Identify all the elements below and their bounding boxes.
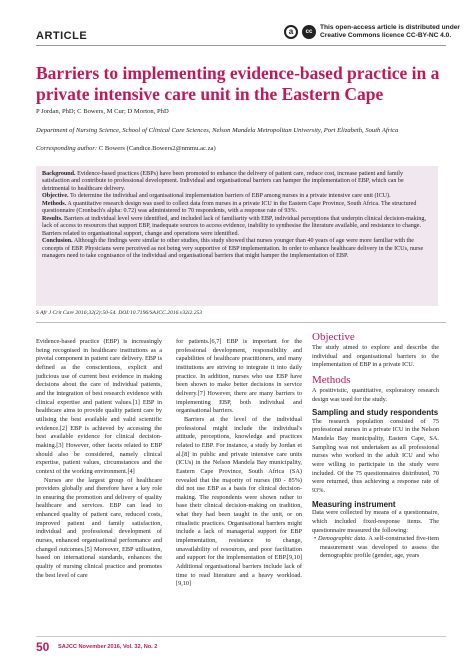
license-line-2: Creative Commons licence CC-BY-NC 4.0. [320,32,452,39]
abstract-methods: Methods. A quantitative research design was used to collect data from nurses in a private ICU in the Eastern Cape Province, South Africa. The structured questionnaire (Cronbach's alpha: 0.72) was administered to 70 respondents, with a response rate of 93%. [42,200,417,215]
section-label: ARTICLE [36,30,88,42]
abstract-objective: Objective. To determine the individual and organisational implementation barriers of EBP among nurses in a private intensive care unit (ICU). [42,193,391,200]
abstract-conclusion: Conclusion. Although the findings were similar to other studies, this study showed that nurses younger than 40 years of age were more familiar with the concepts of EBP. Physicians were perceived as not being very supportive of EBP implementation. In order to enhance healthcare delivery in the ICUs, nurse managers need to take cognisance of the individual and organisational barriers that might hamper the implementation of EBP. [42,238,424,259]
creative-commons-icon: cc [302,25,316,39]
section-heading-methods: Methods [312,373,351,386]
sampling-paragraph: The research population consisted of 75 professional nurses in a private ICU in the Nelson Mandela Bay municipality, Eastern Cape, SA. Sampling was not undertaken as all professional nurses who worked in the adult ICU and who were willing to participate in the study were included. Of the 75 questionnaires distributed, 70 were returned, thus achieving a response rate of 93%. [312,417,439,495]
authors: P Jordan, PhD; C Bowers, M Cur; D Morton, PhD [36,108,169,115]
body-paragraph: Nurses are the largest group of healthcare providers globally and therefore have a key role in ensuring the promotion and delivery of quality healthcare and services. EBP can lead to enhanced quality of patient care, reduced costs, improved patient and family satisfaction, individual and professional development of nurses, enhanced organisational performance and changed outcomes.[5] Moreover, EBP utilisation, based on international standards, enhances the quality of nursing clinical practice and promotes the best level of care [36,476,162,579]
corresponding-text: C Bowers (Candice.Bowers2@nmmu.ac.za) [98,145,216,152]
body-divider [36,322,446,323]
abstract-results: Results. Barriers at individual level were identified, and included lack of familiarity with EBP, individual perceptions that underpin clinical decision-making, lack of access to resources that support EBP, inadequate sources to access evidence, inability to synthesise the literature available, and resistance to change. Barriers related to organisational support, change and operations were identified. [42,215,426,237]
bullet-text: A self-constructed five-item measurement was developed to assess the demographic profile (gender, age, years [320,535,440,560]
article-title: Barriers to implementing evidence-based practice in a private intensive care unit in the Eastern Cape [36,63,440,104]
section-heading-objective: Objective [312,331,355,343]
body-column-2 [176,338,302,589]
body-column-3 [312,331,439,561]
abstract [36,166,438,306]
corresponding-label: Corresponding author: [36,145,98,152]
open-access-icon: a [284,25,298,39]
subheading-sampling: Sampling and study respondents [312,408,439,418]
measuring-paragraph: Data were collected by means of a questionnaire, which included fixed-response items. The questionnaire measured the following: [312,509,439,534]
header-divider [36,45,446,46]
license-text [320,24,460,40]
bullet-label: Demographic data. [318,535,367,543]
license-notice [284,24,460,40]
subheading-measuring: Measuring instrument [312,499,396,509]
journal-info: SAJCC November 2016, Vol. 32, No. 2 [58,644,158,650]
affiliation: Department of Nursing Science, School of Clinical Care Sciences, Nelson Mandela Metropolitan University, Port Elizabeth, South Africa [36,127,399,134]
citation: S Afr J Crit Care 2016;32(2):50-54. DOI:10.7196/SAJCC.2016.v32i2.253 [36,310,203,316]
body-paragraph: Barriers at the level of the individual professional might include the individual's attitude, perceptions, knowledge and practices related to EBP. For instance, a study by Jordan et al.[8] in public and private intensive care units (ICUs) in the Nelson Mandela Bay municipality, Eastern Cape Province, South Africa (SA) revealed that the majority of nurses (80 - 85%) did not use EBP as a basis for clinical decision-making. The respondents were shown rather to base their clinical decision-making on tradition, what they had been taught in the unit, or on ritualistic practices. Organisational barriers might include a lack of managerial support for EBP implementation, resistance to change, unavailability of resources, and poor facilitation and support for the implementation of EBP.[9,10] Additional organisational barriers include lack of time to read literature and a heavy workload.[9,10] [176,415,302,588]
bullet-item: • Demographic data. A self-constructed five-item measurement was developed to assess the demographic profile (gender, age, years [314,535,440,560]
corresponding-author [36,145,216,152]
body-paragraph: for patients.[6,7] EBP is important for the professional development, responsibility and capabilities of healthcare practitioners, and many institutions are striving to integrate it into daily practice. In addition, nurses who use EBP have been shown to make better decisions in service delivery.[7] However, there are many barriers to implementing EBP, both individual and organisational barriers. [176,338,302,415]
objective-paragraph: The study aimed to explore and describe the individual and organisational barriers to the implementation of EBP in a private ICU. [312,344,439,369]
footer-divider [36,636,446,637]
body-paragraph: Evidence-based practice (EBP) is increasingly being recognised in healthcare institutions as a pivotal component in patient care delivery. EBP is defined as the conscientious, explicit and judicious use of current best evidence in making decisions about the care of individual patients, and the integration of best research evidence with clinical expertise and patient values.[1] EBP in healthcare aims to provide quality patient care by utilising the best available and valid scientific evidence.[2] EBP is achieved by accessing the best available evidence for clinical decision-making.[3] However, other facets related to EBP should also be considered, namely clinical expertise, patient values, circumstances and the context of the working environment.[4] [36,338,162,475]
body-column-1 [36,338,162,580]
methods-paragraph: A positivistic, quantitative, exploratory research design was used for the study. [312,386,439,403]
abstract-background: Background. Evidence-based practices (EBPs) have been promoted to enhance the delivery of patient care, reduce cost, increase patient and family satisfaction and contribute to professional development. Individual and organisational barriers can hamper the implementation of EBP, which can be detrimental to healthcare delivery. [42,171,404,192]
license-line-1: This open-access article is distributed under [320,24,460,31]
page-number: 50 [36,640,50,654]
